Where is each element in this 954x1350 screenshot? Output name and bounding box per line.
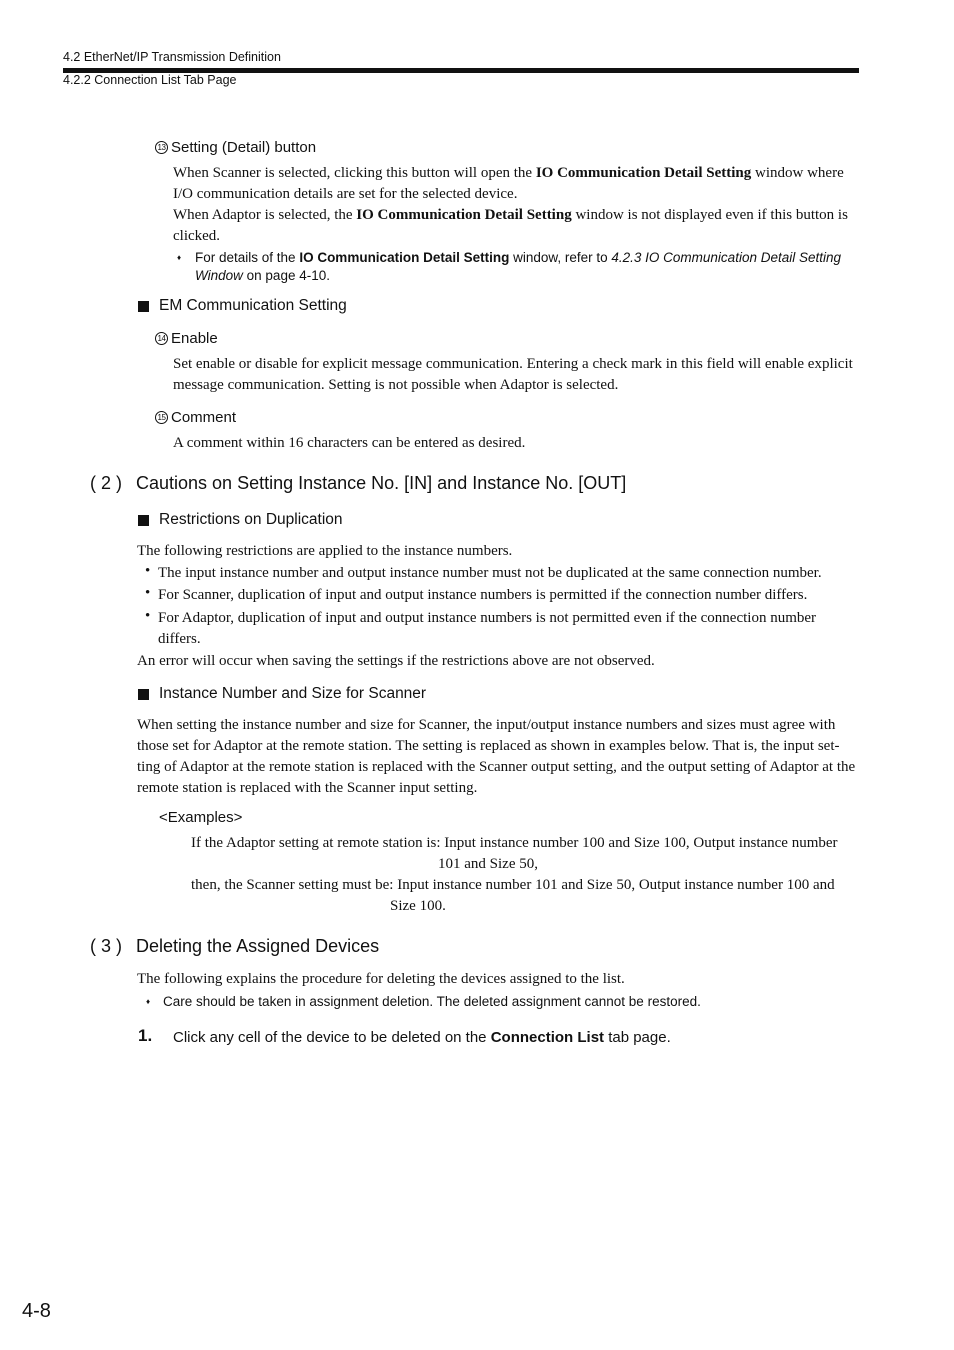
page-number: 4-8 [22,1300,51,1322]
restriction-bullet-1: The input instance number and output instance number must not be duplicated at the same connection number. [158,565,822,581]
circled-number-13: 13 [155,141,168,154]
instance-paragraph: When setting the instance number and size for Scanner, the input/output instance numbers and sizes must agree with those set for Adaptor at the remote station. The setting is replaced as shown in examples below. That is, the input set- ting of Adaptor at the remote station is replaced with the Scanner output setting, and the output setting of Adaptor at the remote station is replaced with the Scanner input setting. [137,717,856,796]
step-1-number: 1. [138,1026,153,1045]
circled-number-14: 14 [155,332,168,345]
bullet-dot-icon: • [145,608,151,624]
item-14-title: Enable [171,330,218,347]
bullet-dot-icon: • [145,585,151,601]
example-1-line-a: If the Adaptor setting at remote station is: Input instance number 100 and Size 100, Output instance number [191,835,838,851]
item-13-line-1: When Scanner is selected, clicking this button will open the IO Communication Detail Setting window where [173,165,844,181]
item-14-line-2: message communication. Setting is not possible when Adaptor is selected. [173,377,619,393]
square-bullet-icon [138,301,149,312]
duplication-outro: An error will occur when saving the settings if the restrictions above are not observed. [137,653,655,669]
item-14-heading [155,330,218,347]
section-2-title: Cautions on Setting Instance No. [IN] and Instance No. [OUT] [136,473,627,493]
restriction-bullet-2: For Scanner, duplication of input and output instance numbers is permitted if the connection number differs. [158,587,808,603]
section-3-heading [90,936,379,957]
instance-heading [138,685,426,703]
square-bullet-icon [138,515,149,526]
item-13-line-3: When Adaptor is selected, the IO Communication Detail Setting window is not displayed even if this button is [173,207,848,223]
example-2-line-b: Size 100. [390,898,446,914]
item-15-body: A comment within 16 characters can be entered as desired. [173,435,526,451]
circled-number-15: 15 [155,411,168,424]
item-15-heading [155,409,236,426]
duplication-intro: The following restrictions are applied to the instance numbers. [137,543,513,559]
item-13-line-2: I/O communication details are set for the selected device. [173,186,518,202]
item-15-title: Comment [171,409,237,426]
restriction-bullet-3: For Adaptor, duplication of input and output instance numbers is not permitted even if the connection number differs. [158,610,817,647]
item-13-heading [155,139,316,156]
section-3-title: Deleting the Assigned Devices [136,936,380,956]
em-communication-title: EM Communication Setting [159,297,347,314]
item-13-title: Setting (Detail) button [171,139,317,156]
duplication-heading [138,511,343,529]
example-1-line-b: 101 and Size 50, [438,856,538,872]
running-header-subsection: 4.2.2 Connection List Tab Page [63,73,237,87]
section-2-number: ( 2 ) [90,473,123,493]
item-13-body [173,163,863,247]
running-header-section: 4.2 EtherNet/IP Transmission Definition [63,50,281,64]
instance-title: Instance Number and Size for Scanner [159,685,427,702]
step-1-text: Click any cell of the device to be deleted on the Connection List tab page. [173,1029,671,1046]
item-14-line-1: Set enable or disable for explicit message communication. Entering a check mark in this field will enable explicit [173,356,853,372]
section-2-heading [90,473,626,494]
item-14-body [173,354,873,396]
diamond-bullet-icon: ♦ [146,997,151,1006]
item-13-note: ♦ For details of the IO Communication Detail Setting window, refer to 4.2.3 IO Communication Detail Setting Window on page 4-10. [177,250,842,283]
bullet-dot-icon: • [145,563,151,579]
item-13-line-4: clicked. [173,228,221,244]
square-bullet-icon [138,689,149,700]
example-2-line-a: then, the Scanner setting must be: Input instance number 101 and Size 50, Output instance number 100 and [191,877,835,893]
section-3-intro: The following explains the procedure for deleting the devices assigned to the list. [137,971,625,987]
duplication-title: Restrictions on Duplication [159,511,343,528]
section-3-note: ♦ Care should be taken in assignment deletion. The deleted assignment cannot be restored. [146,994,701,1009]
diamond-bullet-icon: ♦ [177,253,182,262]
em-communication-heading [138,297,347,315]
section-3-number: ( 3 ) [90,936,123,956]
examples-label: <Examples> [159,809,243,826]
